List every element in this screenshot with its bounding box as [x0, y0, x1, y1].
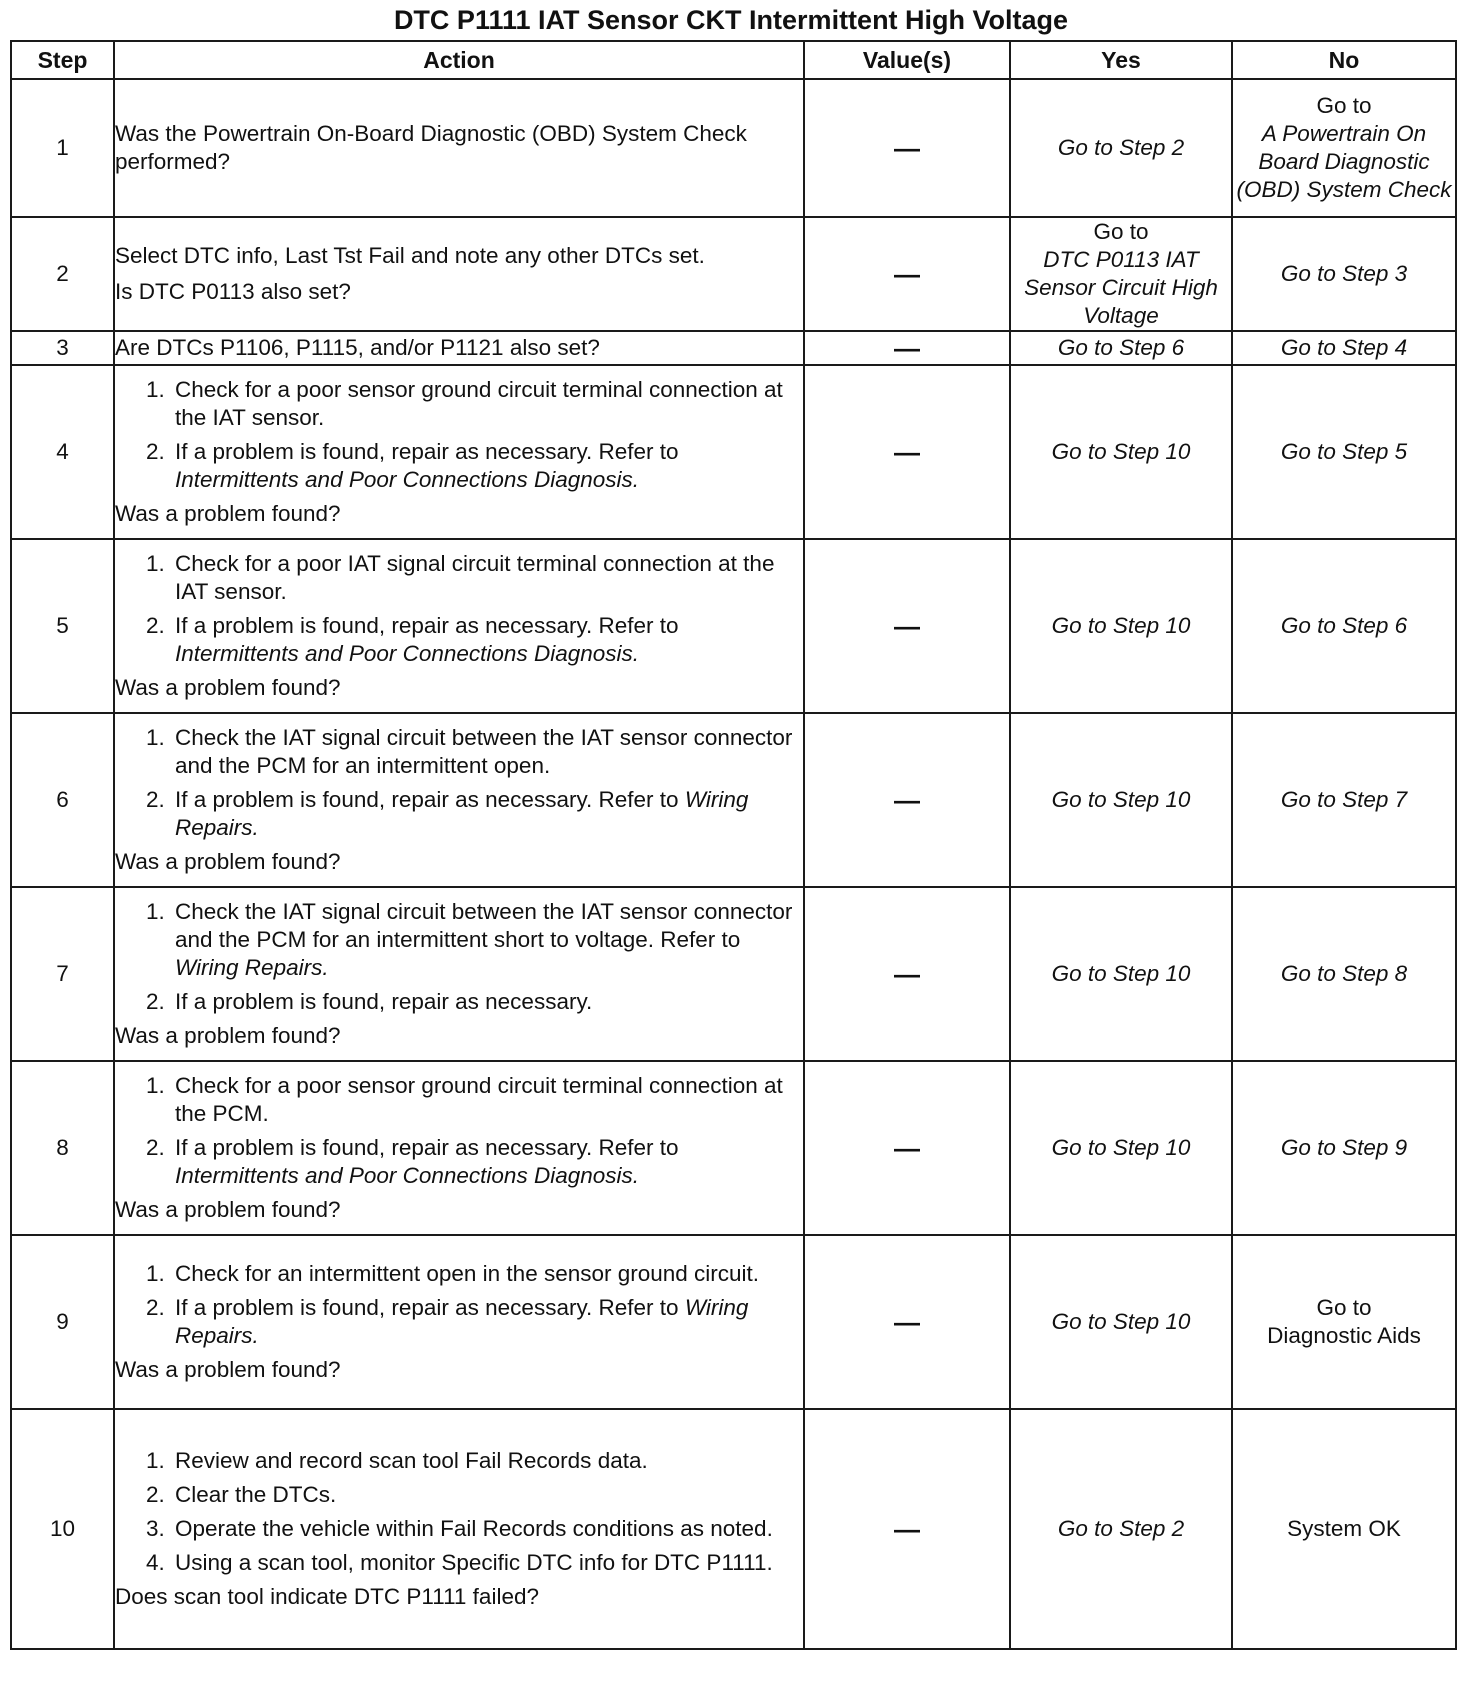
substep: 1. Check for a poor sensor ground circuit terminal connection at the PCM. — [171, 1072, 803, 1128]
table-row — [11, 217, 1456, 331]
no-text: Go to — [1316, 1295, 1372, 1320]
substep-list — [115, 898, 803, 1016]
action-cell — [114, 1061, 804, 1235]
value-cell: — — [804, 331, 1010, 365]
value-cell: — — [804, 887, 1010, 1061]
table-row — [11, 1409, 1456, 1649]
substep: 1. Check for an intermittent open in the sensor ground circuit. — [171, 1260, 803, 1288]
substep: 2. Clear the DTCs. — [171, 1481, 803, 1509]
substep: 1. Check for a poor sensor ground circuit terminal connection at the IAT sensor. — [171, 376, 803, 432]
yes-cell: Go to Step 10 — [1010, 1061, 1232, 1235]
action-question: Was a problem found? — [115, 675, 341, 700]
action-question: Was a problem found? — [115, 1023, 341, 1048]
step-number: 9 — [11, 1235, 114, 1409]
no-cell: Go to Step 8 — [1232, 887, 1456, 1061]
substep: 3. Operate the vehicle within Fail Records conditions as noted. — [171, 1515, 803, 1543]
reference-link: Intermittents and Poor Connections Diagnosis. — [175, 1163, 639, 1188]
table-row — [11, 1061, 1456, 1235]
substep: 2. If a problem is found, repair as necessary. — [171, 988, 803, 1016]
no-column-header: No — [1232, 41, 1456, 79]
action-question: Was a problem found? — [115, 1357, 341, 1382]
action-question: Was a problem found? — [115, 1197, 341, 1222]
reference-link: Intermittents and Poor Connections Diagnosis. — [175, 641, 639, 666]
action-question: Does scan tool indicate DTC P1111 failed? — [115, 1584, 539, 1609]
substep: 1. Check the IAT signal circuit between the IAT sensor connector and the PCM for an intermittent open. — [171, 724, 803, 780]
no-cell: Go to Step 4 — [1232, 331, 1456, 365]
yes-cell: Go to Step 10 — [1010, 539, 1232, 713]
step-number: 2 — [11, 217, 114, 331]
substep: 2. If a problem is found, repair as necessary. Refer to Wiring Repairs. — [171, 1294, 803, 1350]
header-row — [11, 41, 1456, 79]
value-cell: — — [804, 1409, 1010, 1649]
no-cell — [1232, 79, 1456, 217]
action-question: Was a problem found? — [115, 849, 341, 874]
action-cell — [114, 217, 804, 331]
step-column-header: Step — [11, 41, 114, 79]
table-row — [11, 1235, 1456, 1409]
no-cell: Go to Step 6 — [1232, 539, 1456, 713]
action-text: Select DTC info, Last Tst Fail and note any other DTCs set. — [115, 243, 705, 268]
value-column-header: Value(s) — [804, 41, 1010, 79]
no-cell: Go to Step 5 — [1232, 365, 1456, 539]
action-cell — [114, 887, 804, 1061]
substep-list — [115, 1447, 803, 1577]
step-number: 3 — [11, 331, 114, 365]
table-row — [11, 79, 1456, 217]
substep-list — [115, 1260, 803, 1350]
no-reference: Diagnostic Aids — [1267, 1323, 1421, 1348]
substep: 2. If a problem is found, repair as necessary. Refer to Intermittents and Poor Connections Diagnosis. — [171, 1134, 803, 1190]
reference-link: Wiring Repairs. — [175, 787, 749, 840]
value-cell: — — [804, 1235, 1010, 1409]
action-cell — [114, 713, 804, 887]
reference-link: Wiring Repairs. — [175, 955, 329, 980]
yes-cell: Go to Step 10 — [1010, 713, 1232, 887]
action-cell — [114, 1235, 804, 1409]
substep-list — [115, 376, 803, 494]
action-cell — [114, 365, 804, 539]
step-number: 1 — [11, 79, 114, 217]
step-number: 7 — [11, 887, 114, 1061]
yes-cell: Go to Step 10 — [1010, 1235, 1232, 1409]
yes-cell — [1010, 217, 1232, 331]
substep: 2. If a problem is found, repair as necessary. Refer to Intermittents and Poor Connections Diagnosis. — [171, 438, 803, 494]
action-cell — [114, 79, 804, 217]
value-cell: — — [804, 217, 1010, 331]
action-question: Was a problem found? — [115, 501, 341, 526]
yes-cell: Go to Step 10 — [1010, 365, 1232, 539]
no-cell: Go to Step 3 — [1232, 217, 1456, 331]
value-cell: — — [804, 539, 1010, 713]
substep: 2. If a problem is found, repair as necessary. Refer to Wiring Repairs. — [171, 786, 803, 842]
table-row — [11, 539, 1456, 713]
yes-reference: DTC P0113 IAT Sensor Circuit High Voltage — [1024, 247, 1218, 328]
substep-list — [115, 1072, 803, 1190]
reference-link: Intermittents and Poor Connections Diagnosis. — [175, 467, 639, 492]
no-cell: System OK — [1232, 1409, 1456, 1649]
substep: 2. If a problem is found, repair as necessary. Refer to Intermittents and Poor Connections Diagnosis. — [171, 612, 803, 668]
yes-cell: Go to Step 10 — [1010, 887, 1232, 1061]
action-cell — [114, 539, 804, 713]
table-row — [11, 331, 1456, 365]
table-row — [11, 887, 1456, 1061]
yes-cell: Go to Step 2 — [1010, 1409, 1232, 1649]
yes-column-header: Yes — [1010, 41, 1232, 79]
value-cell: — — [804, 713, 1010, 887]
value-cell: — — [804, 1061, 1010, 1235]
substep: 1. Check for a poor IAT signal circuit terminal connection at the IAT sensor. — [171, 550, 803, 606]
table-row — [11, 365, 1456, 539]
action-question: Is DTC P0113 also set? — [115, 279, 351, 304]
value-cell: — — [804, 365, 1010, 539]
step-number: 8 — [11, 1061, 114, 1235]
no-cell: Go to Step 9 — [1232, 1061, 1456, 1235]
step-number: 6 — [11, 713, 114, 887]
step-number: 4 — [11, 365, 114, 539]
diagnostic-table — [10, 40, 1457, 1650]
action-text: Are DTCs P1106, P1115, and/or P1121 also set? — [115, 335, 600, 360]
yes-cell: Go to Step 2 — [1010, 79, 1232, 217]
action-cell — [114, 331, 804, 365]
substep-list — [115, 724, 803, 842]
substep: 4. Using a scan tool, monitor Specific DTC info for DTC P1111. — [171, 1549, 803, 1577]
table-row — [11, 713, 1456, 887]
step-number: 10 — [11, 1409, 114, 1649]
substep: 1. Check the IAT signal circuit between the IAT sensor connector and the PCM for an intermittent short to voltage. Refer to Wiring Repairs. — [171, 898, 803, 982]
step-number: 5 — [11, 539, 114, 713]
no-cell — [1232, 1235, 1456, 1409]
yes-cell: Go to Step 6 — [1010, 331, 1232, 365]
no-cell: Go to Step 7 — [1232, 713, 1456, 887]
action-cell — [114, 1409, 804, 1649]
page-title: DTC P1111 IAT Sensor CKT Intermittent High Voltage — [393, 5, 1069, 35]
value-cell: — — [804, 79, 1010, 217]
substep-list — [115, 550, 803, 668]
action-text: Was the Powertrain On-Board Diagnostic (OBD) System Check performed? — [115, 121, 747, 174]
action-column-header: Action — [114, 41, 804, 79]
no-reference: A Powertrain On Board Diagnostic (OBD) System Check — [1236, 121, 1452, 202]
substep: 1. Review and record scan tool Fail Records data. — [171, 1447, 803, 1475]
yes-text: Go to — [1093, 219, 1149, 244]
reference-link: Wiring Repairs. — [175, 1295, 749, 1348]
no-text: Go to — [1316, 93, 1372, 118]
